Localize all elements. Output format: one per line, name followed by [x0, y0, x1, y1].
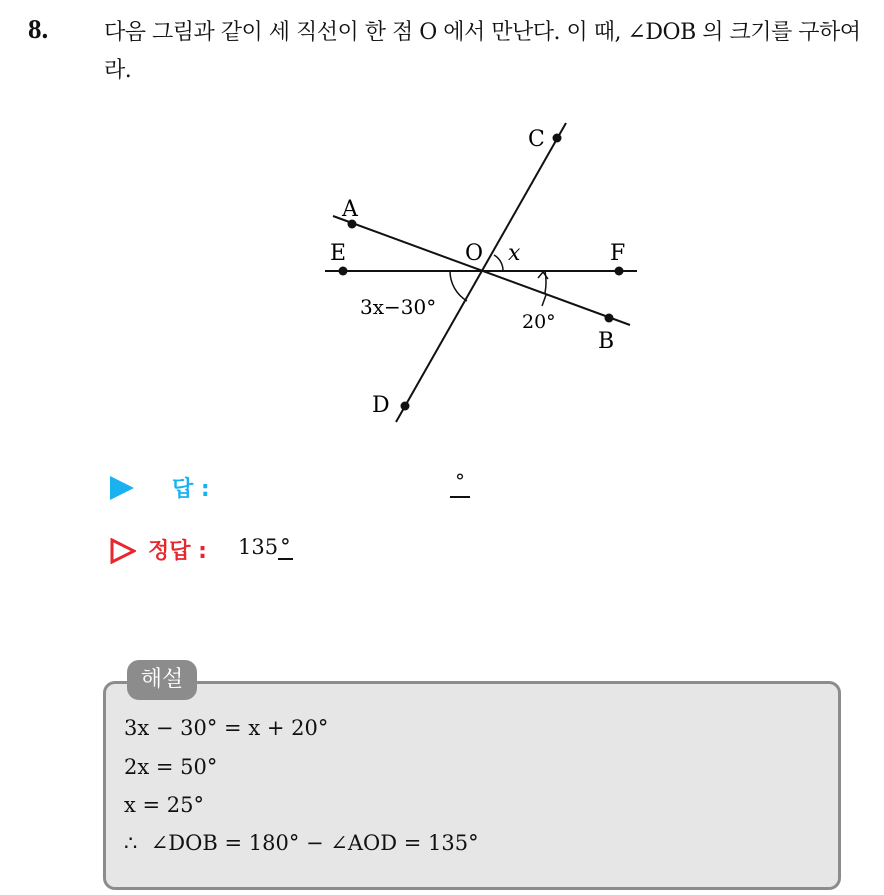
answer-blank[interactable]: °: [450, 466, 470, 498]
label-f: F: [610, 241, 626, 266]
point-f: [615, 267, 624, 276]
label-angle-20: 20°: [522, 311, 556, 333]
point-d: [401, 402, 410, 411]
solution-line-2: 2x = 50°: [124, 755, 218, 779]
arc-20-pointer: [542, 295, 546, 306]
correct-answer-label: 정답 :: [148, 539, 207, 564]
line-cd: [396, 123, 566, 422]
label-d: D: [372, 393, 390, 418]
answer-triangle-icon: [110, 476, 134, 500]
label-a: A: [342, 197, 358, 222]
label-x: x: [508, 241, 521, 266]
arc-20-arrow: [538, 272, 548, 279]
question-number: 8.: [28, 14, 49, 44]
label-e: E: [330, 241, 347, 266]
label-angle-left: 3x−30°: [360, 295, 437, 319]
label-c: C: [528, 127, 545, 152]
answer-row: [110, 470, 510, 506]
correct-answer-value: [238, 535, 293, 560]
point-e: [339, 267, 348, 276]
solution-tab: 해설: [127, 660, 197, 700]
solution-line-3: x = 25°: [124, 793, 205, 817]
label-b: B: [598, 329, 615, 354]
arc-x: [494, 255, 503, 271]
arc-left: [450, 271, 467, 301]
correct-answer-number: 135: [238, 535, 279, 559]
solution-line-4: ∴ ∠DOB = 180° − ∠AOD = 135°: [124, 831, 479, 855]
answer-label: 답 :: [172, 477, 210, 502]
point-b: [605, 314, 614, 323]
correct-triangle-icon: [110, 538, 136, 564]
solution-box: [103, 681, 841, 890]
correct-answer-row: [110, 532, 510, 568]
question-text: 다음 그림과 같이 세 직선이 한 점 O 에서 만난다. 이 때, ∠DOB 의 크기를 구하여라.: [104, 20, 861, 83]
solution-line-1: 3x − 30° = x + 20°: [124, 716, 329, 740]
geometry-figure: [300, 110, 660, 430]
label-o: O: [465, 241, 484, 266]
correct-answer-unit: °: [280, 535, 291, 559]
point-c: [553, 134, 562, 143]
